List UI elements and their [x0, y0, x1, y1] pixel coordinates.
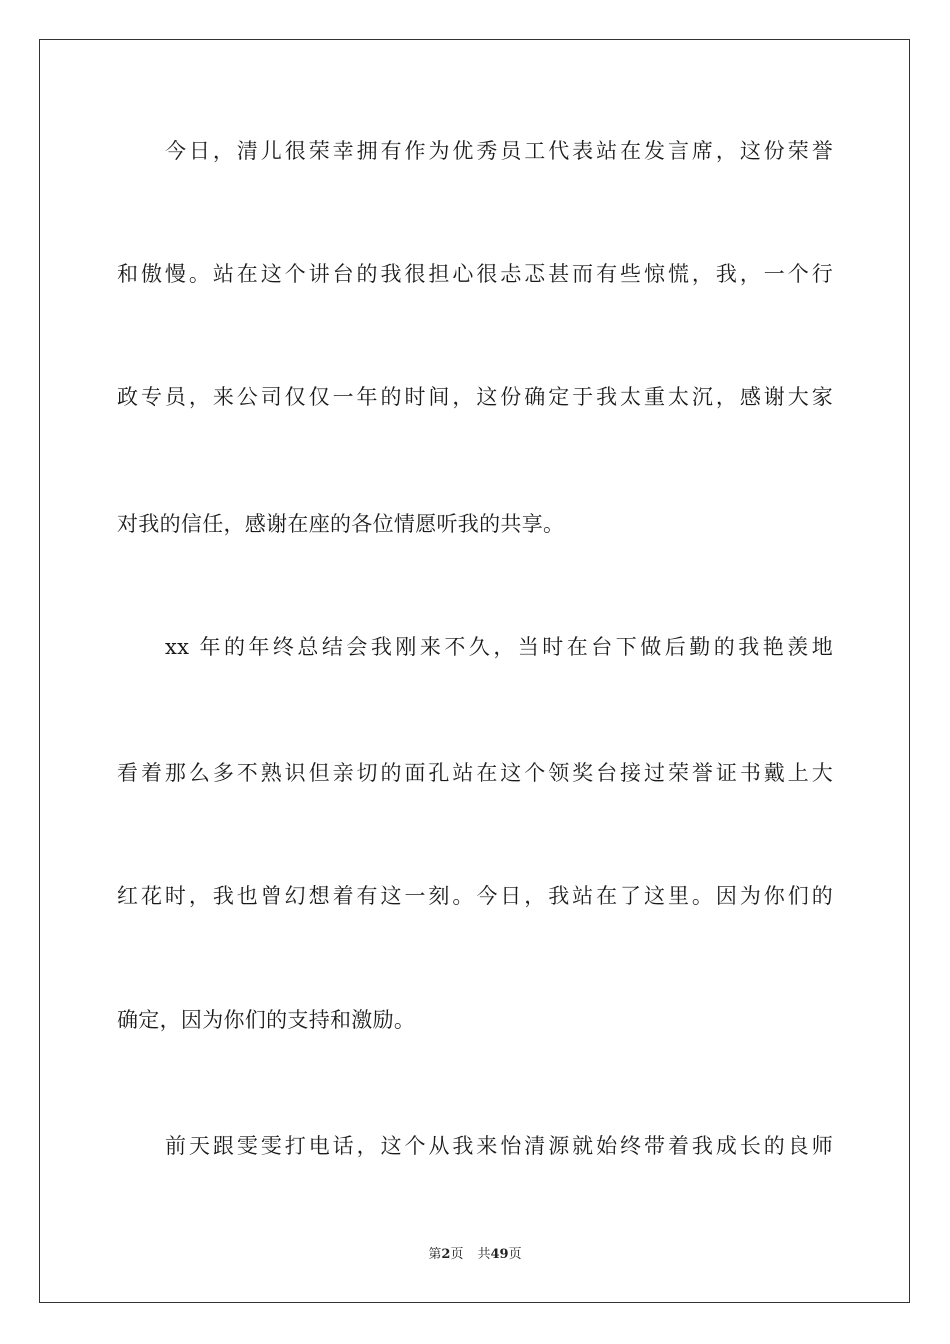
paragraph-line: 看着那么多不熟识但亲切的面孔站在这个领奖台接过荣誉证书戴上大 [117, 761, 833, 785]
page-footer [0, 1246, 950, 1264]
paragraph-line: 红花时，我也曾幻想着有这一刻。今日，我站在了这里。因为你们的 [117, 884, 833, 908]
paragraph-line: 政专员，来公司仅仅一年的时间，这份确定于我太重太沉，感谢大家 [117, 385, 833, 409]
page-number: 2 [441, 1247, 451, 1262]
paragraph-line: 对我的信任，感谢在座的各位情愿听我的共享。 [117, 512, 565, 536]
total-prefix: 共 [477, 1247, 491, 1262]
total-pages: 49 [490, 1247, 509, 1262]
paragraph-line: 确定，因为你们的支持和激励。 [117, 1008, 416, 1032]
paragraph-line: 今日，清儿很荣幸拥有作为优秀员工代表站在发言席，这份荣誉 [165, 139, 833, 163]
page-border [39, 39, 910, 1303]
paragraph-line: xx 年的年终总结会我刚来不久，当时在台下做后勤的我艳羡地 [165, 635, 833, 659]
page-prefix: 第 [428, 1247, 442, 1262]
paragraph-line: 前天跟雯雯打电话，这个从我来怡清源就始终带着我成长的良师 [165, 1134, 833, 1158]
total-suffix: 页 [508, 1247, 522, 1262]
page-suffix: 页 [450, 1247, 464, 1262]
paragraph-line: 和傲慢。站在这个讲台的我很担心很忐忑甚而有些惊慌，我，一个行 [117, 262, 833, 286]
